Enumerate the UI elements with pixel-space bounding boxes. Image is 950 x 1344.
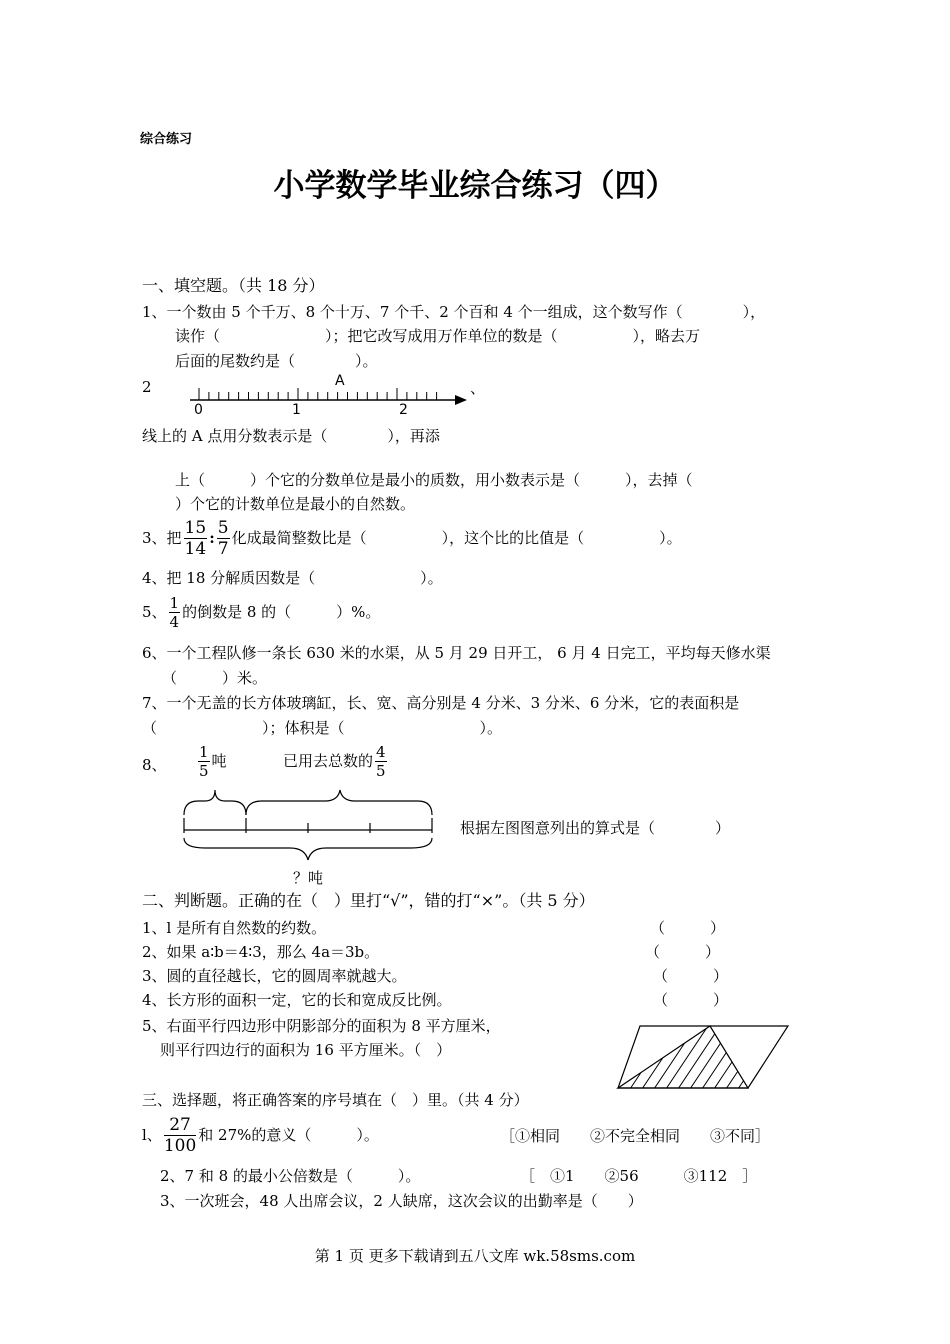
q8-unit-a: 吨 [211,752,227,770]
q3-fraction-2-den: 7 [217,539,229,559]
q5-fraction-num: 1 [169,594,180,612]
q2-number: 2 [142,378,152,396]
q5-prefix: 5、 [142,603,167,621]
choice-q2-options: ［ ①1 ②56 ③112 ］ [520,1167,758,1185]
choice-q1-prefix: l、 [142,1126,162,1144]
shade-hatch-line [700,1020,748,1092]
judge-item-2: 2、如果 a∶b＝4∶3，那么 4a＝3b。 [142,943,380,961]
q2-line3: ）个它的计数单位是最小的自然数。 [175,495,416,513]
q2-line2: 上（ ）个它的分数单位是最小的质数，用小数表示是（ ），去掉（ [175,471,693,489]
q6-line2: （ ）米。 [162,669,268,687]
q8-total-label: ？吨 [293,869,324,887]
page-title: 小学数学毕业综合练习（四） [273,168,677,204]
q2-line1: 线上的 A 点用分数表示是（ ），再添 [142,427,440,445]
tick-label-1: 1 [292,402,301,418]
judge-paren-3: （ ） [653,967,729,985]
q3-prefix: 3、把 [142,529,182,547]
shade-hatch-line [748,1020,796,1092]
choice-q1-fraction [164,1117,196,1155]
shade-hatch-line [628,1020,676,1092]
shade-hatch-line [736,1020,784,1092]
judge-item-3: 3、圆的直径越长，它的圆周率就越大。 [142,967,407,985]
q1-line3: 后面的尾数约是（ ）。 [175,352,378,370]
q4-line: 4、把 18 分解质因数是（ ）。 [142,569,443,587]
judge-item-5-line2: 则平行四边行的面积为 16 平方厘米。（ ） [160,1041,452,1059]
point-a-label: A [335,373,345,389]
choice-q1-fraction-den: 100 [163,1136,197,1156]
judge-item-4: 4、长方形的面积一定，它的长和宽成反比例。 [142,991,452,1009]
q3-colon: : [209,529,215,547]
header-label: 综合练习 [140,132,193,147]
section3-heading: 三、选择题，将正确答案的序号填在（ ）里。（共 4 分） [142,1091,529,1109]
judge-item-1: 1、l 是所有自然数的约数。 [142,919,327,937]
q8-answer-label: 根据左图图意列出的算式是（ ） [460,819,731,837]
judge-item-5-line1: 5、右面平行四边形中阴影部分的面积为 8 平方厘米， [142,1017,501,1035]
choice-q3: 3、一次班会，48 人出席会议，2 人缺席，这次会议的出勤率是（ ） [160,1192,643,1210]
q3-fraction-1-num: 15 [184,518,207,538]
judge-paren-2: （ ） [645,943,721,961]
choice-q1 [142,1117,379,1155]
choice-q1-suffix: 和 27%的意义（ ）。 [198,1126,379,1144]
q6-line1: 6、一个工程队修一条长 630 米的水渠，从 5 月 29 日开工， 6 月 4 日完工，平均每天修水渠 [142,644,771,662]
section1-heading: 一、填空题。（共 18 分） [142,276,325,295]
shade-hatch-line [760,1020,808,1092]
choice-q2: 2、7 和 8 的最小公倍数是（ ）。 [160,1167,421,1185]
q1-line2: 读作（ ）；把它改写成用万作单位的数是（ ），略去万 [175,327,701,345]
tick-label-2: 2 [399,402,408,418]
q7-line2: （ ）；体积是（ ）。 [142,719,503,737]
q7-line1: 7、一个无盖的长方体玻璃缸，长、宽、高分别是 4 分米、3 分米、6 分米，它的表面积是 [142,694,740,712]
judge-paren-1: （ ） [650,919,726,937]
q3-fraction-2-num: 5 [217,518,229,538]
q5-fraction-den: 4 [169,613,180,631]
shade-hatch-line [640,1020,688,1092]
shade-hatch-line [676,1020,724,1092]
q3-fraction-1-den: 14 [184,539,207,559]
q3-suffix: 化成最简整数比是（ ），这个比的比值是（ ）。 [231,529,682,547]
choice-q1-fraction-num: 27 [164,1117,196,1136]
q5-suffix: 的倒数是 8 的（ ）%。 [182,603,381,621]
choice-q1-options: ［①相同 ②不完全相同 ③不同］ [500,1127,771,1145]
shade-hatch-line [664,1020,712,1092]
q8-number: 8、 [142,756,167,774]
q8-fraction-b-den: 5 [376,762,386,780]
q1-line1: 1、一个数由 5 个千万、8 个十万、7 个千、2 个百和 4 个一组成，这个数写作（ ）， [142,303,766,321]
q2-mark: 、 [470,379,486,397]
page-footer: 第 1 页 更多下载请到五八文库 wk.58sms.com [314,1247,636,1265]
section2-heading: 二、判断题。正确的在（ ）里打“√”，错的打“×”。（共 5 分） [142,891,595,910]
q8-fraction-a-den: 5 [199,762,209,780]
shade-hatch-line [724,1020,772,1092]
judge-paren-4: （ ） [653,991,729,1009]
q8-fraction-a-num: 1 [199,743,209,761]
shade-hatch-line [652,1020,700,1092]
q8-fraction-b-num: 4 [376,743,386,761]
tick-label-0: 0 [194,402,203,418]
q8-used-text: 已用去总数的 [283,752,374,770]
